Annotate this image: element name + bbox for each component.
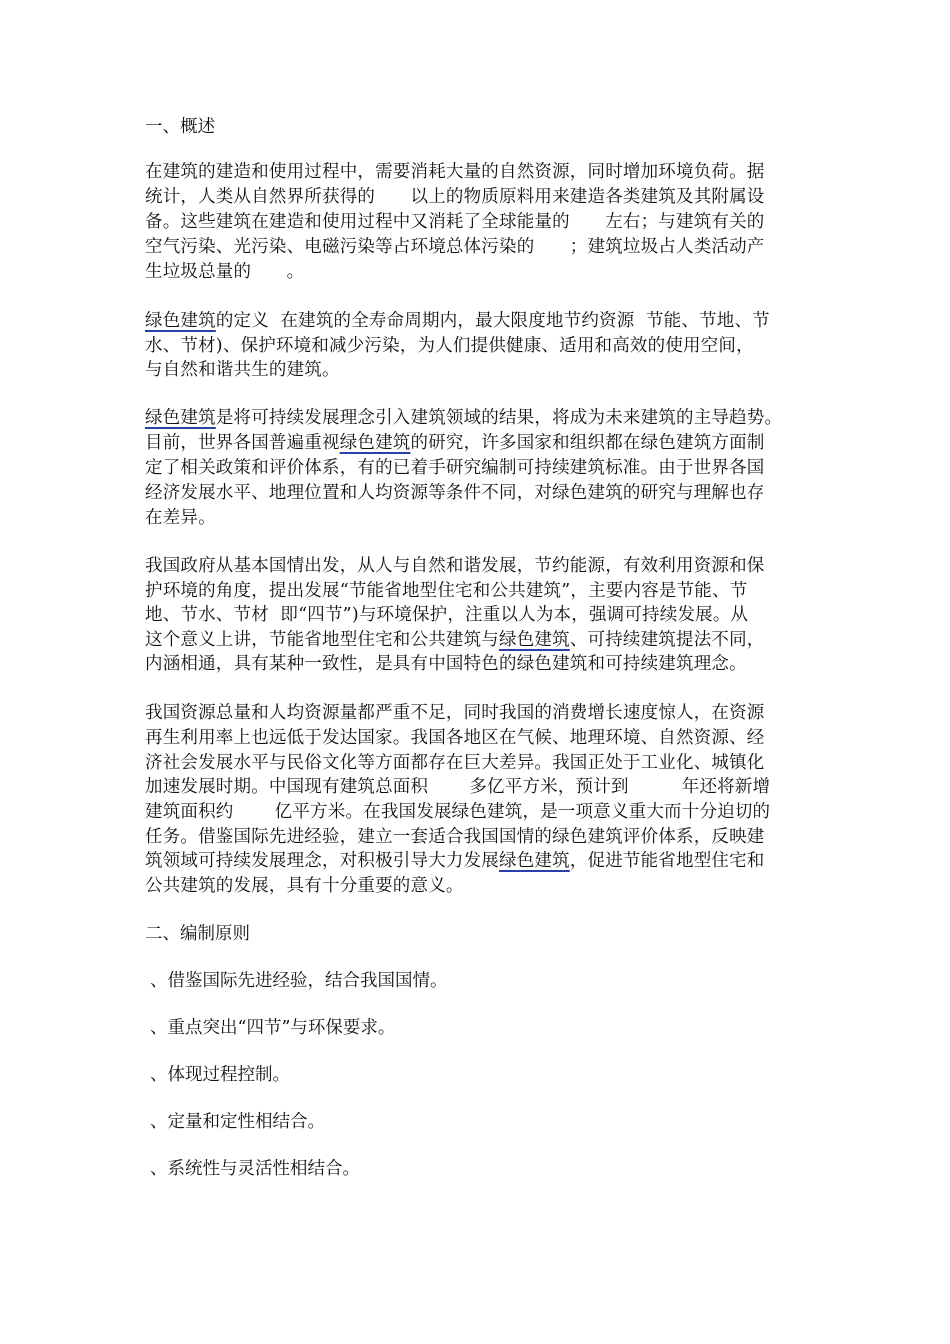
paragraph-line: 任务。借鉴国际先进经验，建立一套适合我国国情的绿色建筑评价体系，反映建 <box>145 827 765 847</box>
paragraph-line <box>145 406 782 430</box>
paragraph-text: 的研究，许多国家和组织都在绿色建筑方面制 <box>410 433 765 453</box>
paragraph-line: 公共建筑的发展，具有十分重要的意义。 <box>145 876 464 896</box>
paragraph-line: 与自然和谐共生的建筑。 <box>145 360 340 380</box>
list-item: 、系统性与灵活性相结合。 <box>150 1159 360 1179</box>
green-building-link[interactable]: 绿色建筑 <box>145 311 216 331</box>
paragraph-text: 筑领域可持续发展理念，对积极引导大力发展 <box>145 851 499 871</box>
paragraph-line <box>145 849 765 873</box>
paragraph-line: 我国政府从基本国情出发，从人与自然和谐发展，节约能源，有效利用资源和保 <box>145 556 765 576</box>
list-item: 、体现过程控制。 <box>150 1065 290 1085</box>
paragraph-line: 加速发展时期。中国现有建筑总面积 多亿平方米，预计到 年还将新增 <box>145 777 771 797</box>
paragraph-line: 备。这些建筑在建造和使用过程中又消耗了全球能量的 左右；与建筑有关的 <box>145 212 765 232</box>
list-item: 、定量和定性相结合。 <box>150 1112 325 1132</box>
paragraph-line: 建筑面积约 亿平方米。在我国发展绿色建筑，是一项意义重大而十分迫切的 <box>145 802 771 822</box>
paragraph-line: 内涵相通，具有某种一致性，是具有中国特色的绿色建筑和可持续建筑理念。 <box>145 654 747 674</box>
green-building-link[interactable]: 绿色建筑 <box>499 851 570 871</box>
paragraph-line: 在差异。 <box>145 508 216 528</box>
paragraph-text: 、可持续建筑提法不同， <box>569 630 765 650</box>
green-building-link[interactable]: 绿色建筑 <box>339 433 411 453</box>
section-heading-overview: 一、概述 <box>145 117 215 137</box>
paragraph-line: 护环境的角度，提出发展“节能省地型住宅和公共建筑”，主要内容是节能、节 <box>145 581 748 601</box>
paragraph-line: 济社会发展水平与民俗文化等方面都存在巨大差异。我国正处于工业化、城镇化 <box>145 753 765 773</box>
paragraph-line: 统计，人类从自然界所获得的 以上的物质原料用来建造各类建筑及其附属设 <box>145 187 765 207</box>
paragraph-text: ，促进节能省地型住宅和 <box>569 851 765 871</box>
paragraph-line <box>145 431 765 455</box>
green-building-link[interactable]: 绿色建筑 <box>145 408 216 428</box>
section-heading-principles: 二、编制原则 <box>145 924 250 944</box>
list-item: 、重点突出“四节”与环保要求。 <box>150 1018 396 1038</box>
paragraph-line: 水、节材)、保护环境和减少污染，为人们提供健康、适用和高效的使用空间， <box>145 336 754 356</box>
paragraph-text: 目前，世界各国普遍重视 <box>145 433 340 453</box>
paragraph-line: 生垃圾总量的 。 <box>145 262 305 282</box>
paragraph-line <box>145 309 770 333</box>
paragraph-text: 这个意义上讲，节能省地型住宅和公共建筑与 <box>145 630 499 650</box>
paragraph-line: 空气污染、光污染、电磁污染等占环境总体污染的 ；建筑垃圾占人类活动产 <box>145 237 765 257</box>
paragraph-line: 经济发展水平、地理位置和人均资源等条件不同，对绿色建筑的研究与理解也存 <box>145 483 765 503</box>
green-building-link[interactable]: 绿色建筑 <box>499 630 570 650</box>
paragraph-line: 地、节水、节材 即“四节”)与环境保护，注重以人为本，强调可持续发展。从 <box>145 605 749 625</box>
paragraph-text: 是将可持续发展理念引入建筑领域的结果，将成为未来建筑的主导趋势。 <box>215 408 783 428</box>
paragraph-text: 的定义 在建筑的全寿命周期内，最大限度地节约资源 节能、节地、节 <box>215 311 770 331</box>
paragraph-line: 定了相关政策和评价体系，有的已着手研究编制可持续建筑标准。由于世界各国 <box>145 458 765 478</box>
paragraph-line: 我国资源总量和人均资源量都严重不足，同时我国的消费增长速度惊人，在资源 <box>145 703 765 723</box>
paragraph-line: 在建筑的建造和使用过程中，需要消耗大量的自然资源，同时增加环境负荷。据 <box>145 162 765 182</box>
paragraph-line <box>145 628 765 652</box>
paragraph-line: 再生利用率上也远低于发达国家。我国各地区在气候、地理环境、自然资源、经 <box>145 728 765 748</box>
list-item: 、借鉴国际先进经验，结合我国国情。 <box>150 971 448 991</box>
